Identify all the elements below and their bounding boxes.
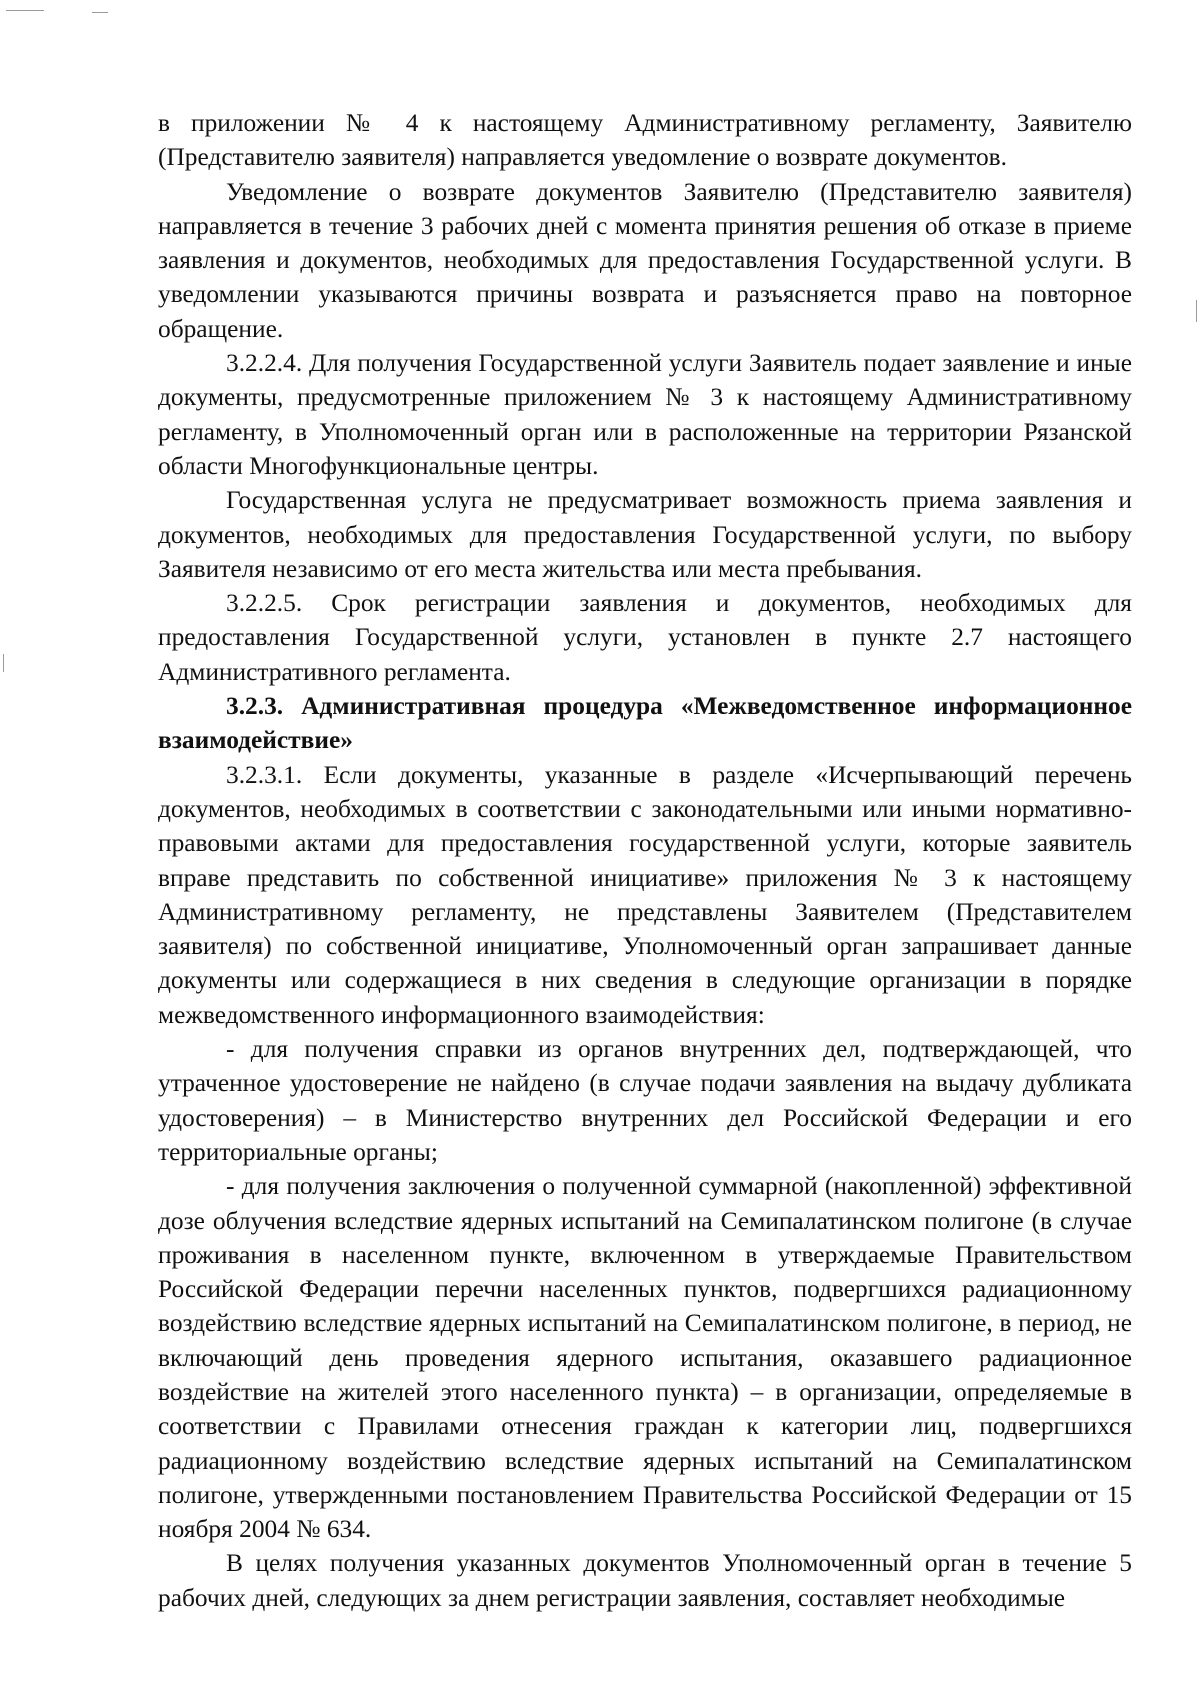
paragraph-request-deadline: В целях получения указанных документов Уполномоченный орган в течение 5 рабочих дней, следующих за днем регистрации заявления, составляет необходимые [158,1549,1132,1612]
paragraph-return-notice: Уведомление о возврате документов Заявителю (Представителю заявителя) направляется в течение 3 рабочих дней с момента принятия решения об отказе в приеме заявления и документов, необходимых для предоставления Государственной услуги. В уведомлении указываются причины возврата и разъясняется право на повторное обращение. [158,177,1132,343]
list-item-radiation-dose: - для получения заключения о полученной суммарной (накопленной) эффективной дозе облучения вследствие ядерных испытаний на Семипалатинском полигоне (в случае проживания в населенном пункте, включенном в утверждаемые Правительством Российской Федерации перечни населенных пунктов, подвергшихся радиационному воздействию вследствие ядерных испытаний на Семипалатинском полигоне, в период, не включающий день проведения ядерного испытания, оказавшего радиационное воздействие на жителей этого населенного пункта) – в организации, определяемые в соответствии с Правилами отнесения граждан к категории лиц, подвергшихся радиационному воздействию вследствие ядерных испытаний на Семипалатинском полигоне, утвержденными постановлением Правительства Российской Федерации от 15 ноября 2004 № 634. [158,1172,1132,1544]
scan-edge-mark [1196,300,1197,322]
paragraph-continuation: в приложении № 4 к настоящему Административному регламенту, Заявителю (Представителю заявителя) направляется уведомление о возврате документов. [158,109,1132,172]
paragraph-3-2-2-4: 3.2.2.4. Для получения Государственной услуги Заявитель подает заявление и иные документы, предусмотренные приложением № 3 к настоящему Административному регламенту, в Уполномоченный орган или в расположенные на территории Рязанской области Многофункциональные центры. [158,349,1132,480]
paragraph-extraterritorial: Государственная услуга не предусматривает возможность приема заявления и документов, необходимых для предоставления Государственной услуги, по выбору Заявителя независимо от его места жительства или места пребывания. [158,486,1132,583]
paragraph-3-2-2-5: 3.2.2.5. Срок регистрации заявления и документов, необходимых для предоставления Государственной услуги, установлен в пункте 2.7 настоящего Административного регламента. [158,589,1132,686]
scan-edge-mark [6,10,44,11]
document-body [158,106,1132,1615]
list-item-police-certificate: - для получения справки из органов внутренних дел, подтверждающей, что утраченное удостоверение не найдено (в случае подачи заявления на выдачу дубликата удостоверения) – в Министерство внутренних дел Российской Федерации и его территориальные органы; [158,1035,1132,1166]
scan-edge-mark [3,654,4,672]
paragraph-3-2-3-1: 3.2.3.1. Если документы, указанные в разделе «Исчерпывающий перечень документов, необходимых в соответствии с законодательными или иными нормативно-правовыми актами для предоставления государственной услуги, которые заявитель вправе представить по собственной инициативе» приложения № 3 к настоящему Административному регламенту, не представлены Заявителем (Представителем заявителя) по собственной инициативе, Уполномоченный орган запрашивает данные документы или содержащиеся в них сведения в следующие организации в порядке межведомственного информационного взаимодействия: [158,760,1132,1029]
section-heading-3-2-3: 3.2.3. Административная процедура «Межведомственное информационное взаимодействие» [158,692,1132,755]
scan-edge-mark [92,12,108,13]
